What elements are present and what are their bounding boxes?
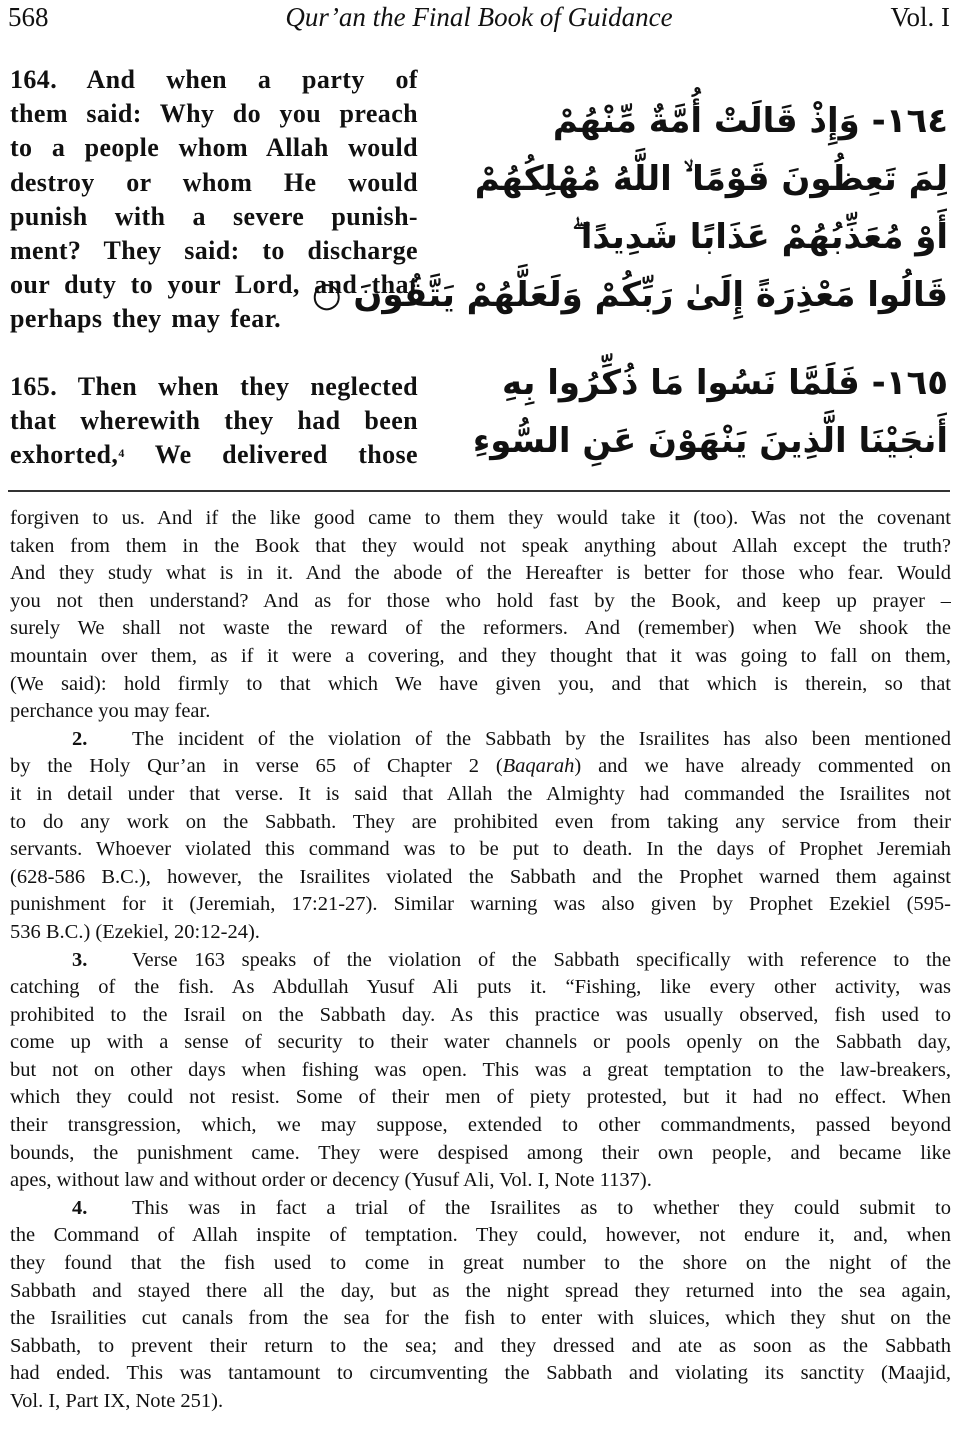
arabic-line: لِمَ تَعِظُونَ قَوْمًا ۙ اللَّهُ مُهْلِكُهُمْ — [474, 159, 948, 199]
note-line: And they study what is in it. And the abode of the Hereafter is better for those who fear. Would — [10, 562, 951, 585]
verse-line: to a people whom Allah would — [10, 133, 418, 163]
arabic-line: أَنجَيْنَا الَّذِينَ يَنْهَوْنَ عَنِ السُّوءِ — [472, 421, 948, 461]
verse-line: that wherewith they had been — [10, 406, 418, 436]
verse-line: destroy or whom He would — [10, 167, 418, 197]
book-title: Qur’an the Final Book of Guidance — [285, 2, 673, 32]
arabic-line: ١٦٥- فَلَمَّا نَسُوا مَا ذُكِّرُوا بِهِ — [502, 363, 948, 403]
note-line: surely We shall not waste the reward of the reformers. And (remember) when We shook the — [10, 617, 951, 640]
note-line: come up with a sense of security to their water channels or pools openly on the Sabbath day, — [10, 1031, 951, 1054]
note-line: punishment for it (Jeremiah, 17:21-27). Similar warning was also given by Prophet Ezekiel (595- — [10, 893, 951, 916]
note-3-first-line: 3. Verse 163 speaks of the violation of the Sabbath specifically with reference to the — [10, 947, 951, 975]
note-line: Sabbath and stayed there all the day, but as the night spread they returned into the sea again, — [10, 1279, 951, 1302]
note-line: the Command of Allah inspite of temptation. They could, however, not endure it, and, when — [10, 1224, 951, 1247]
verse-165-arabic — [448, 354, 948, 470]
note-line: (628-586 B.C.), however, the Israilites violated the Sabbath and the Prophet warned them against — [10, 865, 951, 888]
note-line: Vol. I, Part IX, Note 251). — [10, 1390, 224, 1412]
footnote-marker[interactable]: 4 — [118, 446, 125, 461]
note-line: which they could not resist. Some of their men of piety protested, but it had no effect. When — [10, 1086, 951, 1109]
footnotes — [10, 505, 951, 1416]
verse-line: 164. And when a party of — [10, 65, 418, 94]
note-line: but not on other days when fishing was open. This was a great temptation to the law-breakers, — [10, 1058, 951, 1081]
note-line: perchance you may fear. — [10, 700, 211, 723]
verse-line: our duty to your Lord, and that — [10, 270, 418, 300]
note-line: bounds, the punishment came. They were despised among their own people, and became like — [10, 1141, 951, 1164]
note-line: by the Holy Qur’an in verse 65 of Chapter 2 (Baqarah) and we have already commented on — [10, 755, 951, 778]
arabic-line: أَوْ مُعَذِّبُهُمْ عَذَابًا شَدِيدًا ۖ — [572, 217, 948, 257]
verse-line: exhorted,$^4$ We delivered those — [10, 440, 418, 470]
note-2-first-line: 2. The incident of the violation of the Sabbath by the Israilites has also been mentioned — [10, 726, 951, 754]
note-line: 536 B.C.) (Ezekiel, 20:12-24). — [10, 920, 260, 943]
note-line: (We said): hold firmly to that which We have given you, and that which is therein, so that — [10, 672, 951, 695]
note-line: Sabbath, to prevent their return to the sea; and they dressed and ate as soon as the Sabbath — [10, 1334, 951, 1357]
verse-line: 165. Then when they neglected — [10, 372, 418, 401]
running-header — [8, 0, 950, 40]
verse-line: them said: Why do you preach — [10, 99, 418, 129]
footnote-divider — [8, 490, 950, 492]
note-number: 3. — [72, 948, 88, 971]
note-line: prohibited to the Israil on the Sabbath day. As this practice was usually observed, fish used to — [10, 1003, 951, 1026]
note-4-first-line: 4. This was in fact a trial of the Israilites as to whether they could submit to — [10, 1195, 951, 1223]
note-line: to do any work on the Sabbath. They are prohibited even from taking any service from their — [10, 810, 951, 833]
verse-165-translation — [10, 370, 418, 473]
note-line: servants. Whoever violated this command was to be put to death. In the days of Prophet Jeremiah — [10, 838, 951, 861]
note-line: taken from them in the Book that they would not speak anything about Allah except the truth? — [10, 534, 951, 557]
verse-164-arabic — [311, 92, 948, 324]
note-number: 2. — [72, 727, 88, 750]
note-line: you not then understand? And as for those who hold fast by the Book, and keep up prayer – — [10, 589, 951, 612]
note-line: apes, without law and without order or decency (Yusuf Ali, Vol. I, Note 1137). — [10, 1169, 652, 1192]
page-number: 568 — [8, 2, 49, 32]
note-number: 4. — [72, 1196, 88, 1219]
note-line: catching of the fish. As Abdullah Yusuf Ali puts it. “Fishing, like every other activity, was — [10, 976, 951, 999]
note-line: the Israilities cut canals from the sea for the fish to enter with sluices, which they shut on the — [10, 1307, 951, 1330]
note-line: mountain over them, as if it were a covering, and they thought that it was going to fall on them, — [10, 644, 951, 667]
volume-label: Vol. I — [890, 2, 950, 32]
note-line: it in detail under that verse. It is said that Allah the Almighty had commanded the Israilites not — [10, 782, 951, 805]
arabic-line: قَالُوا مَعْذِرَةً إِلَىٰ رَبِّكُمْ وَلَعَلَّهُمْ يَتَّقُونَ ○ — [311, 275, 948, 315]
verse-line: punish with a severe punish- — [10, 201, 418, 231]
verse-line: ment? They said: to discharge — [10, 235, 418, 265]
note-line: had ended. This was tantamount to circumventing the Sabbath and violating its sanctity (Maajid, — [10, 1362, 951, 1385]
note-line: they found that the fish used to come in great number to the shore on the night of the — [10, 1252, 951, 1275]
verse-line: perhaps they may fear. — [10, 304, 282, 334]
arabic-line: ١٦٤- وَإِذْ قَالَتْ أُمَّةٌ مِّنْهُمْ — [552, 101, 948, 141]
note-line: their transgression, which, we may suppose, extended to other commandments, passed beyond — [10, 1114, 951, 1137]
note-line: forgiven to us. And if the like good came to them they would take it (too). Was not the covenant — [10, 507, 951, 529]
